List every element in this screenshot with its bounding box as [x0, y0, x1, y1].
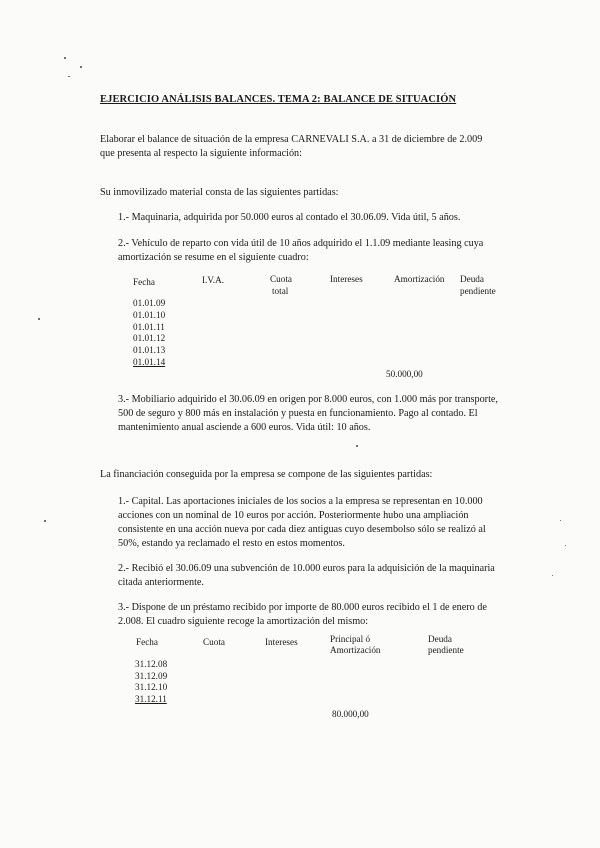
fin-3-line-1: 3.- Dispone de un préstamo recibido por importe de 80.000 euros recibido el 1 de enero de	[118, 602, 487, 613]
scan-speck	[80, 66, 82, 68]
header-deuda-pendiente: pendiente	[460, 286, 496, 296]
loan-header-intereses: Intereses	[265, 637, 298, 647]
scan-speck	[356, 445, 358, 447]
loan-cell: 31.12.11	[135, 693, 167, 704]
item-3-line-1: 3.- Mobiliario adquirido el 30.06.09 en origen por 8.000 euros, con 1.000 más por transporte,	[118, 394, 498, 405]
loan-cell: 31.12.10	[135, 682, 168, 692]
loan-header-cuota: Cuota	[203, 637, 225, 647]
leasing-cell: 01.01.09	[133, 298, 166, 308]
fin-2-line-2: citada anteriormente.	[118, 577, 204, 588]
loan-header-deuda: Deuda	[428, 634, 452, 644]
loan-total: 80.000,00	[332, 709, 369, 719]
item-1-maquinaria: 1.- Maquinaria, adquirida por 50.000 euros al contado el 30.06.09. Vida útil, 5 años.	[118, 212, 461, 223]
fin-1-line-1: 1.- Capital. Las aportaciones iniciales de los socios a la empresa se representan en 10.000	[118, 496, 483, 507]
leasing-cell: 01.01.11	[133, 321, 165, 332]
financiacion-intro: La financiación conseguida por la empresa se compone de las siguientes partidas:	[100, 469, 433, 480]
header-amortizacion: Amortización	[394, 274, 445, 284]
header-deuda: Deuda	[460, 274, 484, 284]
header-iva: I.V.A.	[202, 275, 225, 285]
fin-1-line-3: consistente en una acción nueva por cada diez antiguas cuyo desembolso sólo se realizó al	[118, 524, 486, 535]
fin-1-line-4: 50%, estando ya reclamado el resto en estos momentos.	[118, 538, 345, 549]
scan-speck	[68, 76, 70, 77]
scan-speck	[552, 575, 553, 576]
scan-speck	[64, 57, 66, 59]
header-cuota: Cuota	[270, 274, 292, 284]
loan-cell: 31.12.09	[135, 670, 168, 681]
scan-speck	[38, 318, 40, 320]
inmovilizado-intro: Su inmovilizado material consta de las siguientes partidas:	[100, 187, 339, 198]
leasing-cell: 01.01.13	[133, 345, 166, 356]
intro-line-2: que presenta al respecto la siguiente información:	[100, 148, 302, 159]
scan-speck	[560, 520, 561, 521]
scan-speck	[565, 545, 566, 546]
fin-2-line-1: 2.- Recibió el 30.06.09 una subvención de 10.000 euros para la adquisición de la maquinaria	[118, 563, 495, 574]
leasing-cell: 01.01.10	[133, 309, 166, 320]
loan-header-pendiente: pendiente	[428, 645, 464, 655]
item-2-line-2: amortización se resume en el siguiente cuadro:	[118, 252, 309, 263]
loan-header-principal: Principal ó	[330, 634, 371, 644]
leasing-cell: 01.01.12	[133, 333, 166, 344]
leasing-total: 50.000,00	[386, 369, 423, 379]
loan-header-amortizacion: Amortización	[330, 645, 381, 655]
item-3-line-2: 500 de seguro y 800 más en instalación y puesta en funcionamiento. Pago al contado. El	[118, 408, 478, 419]
leasing-cell: 01.01.14	[133, 357, 166, 367]
page-title: EJERCICIO ANÁLISIS BALANCES. TEMA 2: BALANCE DE SITUACIÓN	[100, 94, 457, 105]
header-fecha: Fecha	[133, 277, 155, 287]
item-2-line-1: 2.- Vehículo de reparto con vida útil de 10 años adquirido el 1.1.09 mediante leasing cuya	[118, 238, 484, 249]
item-3-line-3: mantenimiento anual asciende a 600 euros. Vida útil: 10 años.	[118, 422, 371, 433]
header-intereses: Intereses	[330, 274, 363, 284]
fin-1-line-2: acciones con un nominal de 10 euros por acción. Posteriormente hubo una ampliación	[118, 510, 469, 521]
scan-speck	[44, 520, 46, 522]
loan-header-fecha: Fecha	[136, 637, 158, 647]
intro-line-1: Elaborar el balance de situación de la empresa CARNEVALI S.A. a 31 de diciembre de 2.009	[100, 134, 483, 145]
header-cuota-total: total	[272, 286, 289, 296]
loan-cell: 31.12.08	[135, 659, 168, 669]
fin-3-line-2: 2.008. El cuadro siguiente recoge la amortización del mismo:	[118, 616, 369, 627]
